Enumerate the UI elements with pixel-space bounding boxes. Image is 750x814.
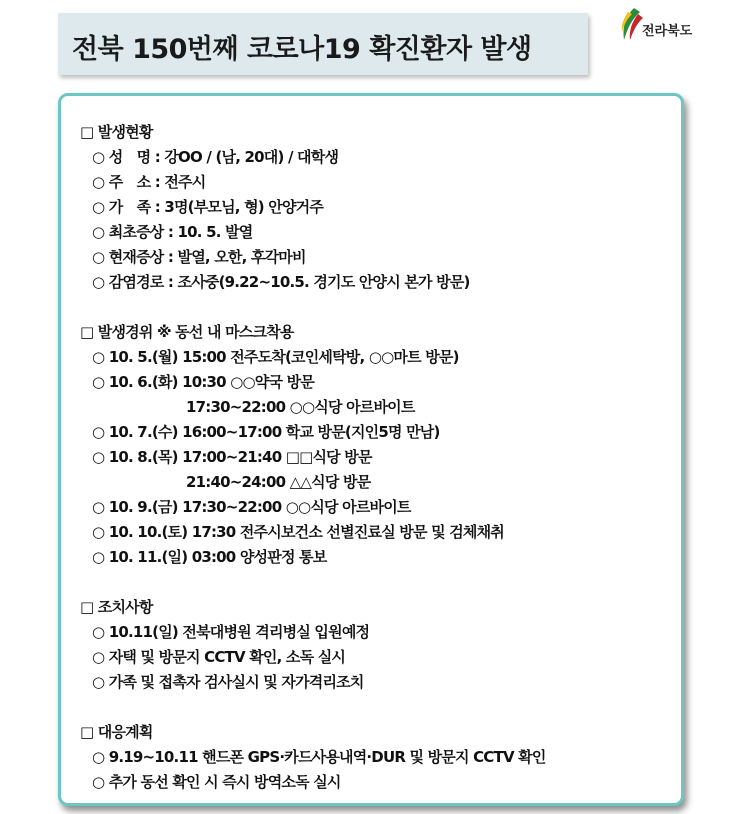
list-item: ○ 10. 9.(금) 17:30~22:00 ○○식당 아르바이트 bbox=[92, 498, 411, 516]
list-item: ○ 10. 8.(목) 17:00~21:40 □□식당 방문 bbox=[92, 448, 372, 466]
page-title: 전북 150번째 코로나19 확진환자 발생 bbox=[72, 34, 532, 65]
list-item: ○ 10. 5.(월) 15:00 전주도착(코인세탁방, ○○마트 방문) bbox=[92, 348, 459, 366]
jeonbuk-logo-icon bbox=[618, 6, 644, 42]
title-banner bbox=[58, 13, 588, 75]
logo-text: 전라북도 bbox=[642, 24, 693, 39]
list-item: ○ 감염경로 : 조사중(9.22~10.5. 경기도 안양시 본가 방문) bbox=[92, 273, 470, 291]
section-heading-status: □ 발생현황 bbox=[80, 123, 153, 141]
list-item: ○ 10. 10.(토) 17:30 전주시보건소 선별진료실 방문 및 검체채취 bbox=[92, 523, 504, 541]
list-item: ○ 10. 11.(일) 03:00 양성판정 통보 bbox=[92, 548, 327, 566]
list-item: ○ 10. 6.(화) 10:30 ○○약국 방문 bbox=[92, 373, 314, 391]
list-item: ○ 추가 동선 확인 시 즉시 방역소독 실시 bbox=[92, 773, 341, 791]
list-item-continuation: 21:40~24:00 △△식당 방문 bbox=[186, 473, 371, 491]
list-item: ○ 현재증상 : 발열, 오한, 후각마비 bbox=[92, 248, 306, 266]
section-heading-route: □ 발생경위 ※ 동선 내 마스크착용 bbox=[80, 323, 294, 341]
list-item: ○ 최초증상 : 10. 5. 발열 bbox=[92, 223, 253, 241]
section-heading-actions: □ 조치사항 bbox=[80, 598, 153, 616]
list-item: ○ 성 명 : 강OO / (남, 20대) / 대학생 bbox=[92, 148, 339, 166]
list-item: ○ 주 소 : 전주시 bbox=[92, 173, 206, 191]
list-item: ○ 10. 7.(수) 16:00~17:00 학교 방문(지인5명 만남) bbox=[92, 423, 440, 441]
list-item: ○ 10.11(일) 전북대병원 격리병실 입원예정 bbox=[92, 623, 370, 641]
jeonbuk-logo bbox=[618, 6, 728, 46]
list-item-continuation: 17:30~22:00 ○○식당 아르바이트 bbox=[186, 398, 415, 416]
list-item: ○ 가 족 : 3명(부모님, 형) 안양거주 bbox=[92, 198, 324, 216]
list-item: ○ 자택 및 방문지 CCTV 확인, 소독 실시 bbox=[92, 648, 346, 666]
list-item: ○ 9.19~10.11 핸드폰 GPS·카드사용내역·DUR 및 방문지 CCTV 확인 bbox=[92, 748, 546, 766]
list-item: ○ 가족 및 접촉자 검사실시 및 자가격리조치 bbox=[92, 673, 364, 691]
section-heading-response-plan: □ 대응계획 bbox=[80, 723, 153, 741]
